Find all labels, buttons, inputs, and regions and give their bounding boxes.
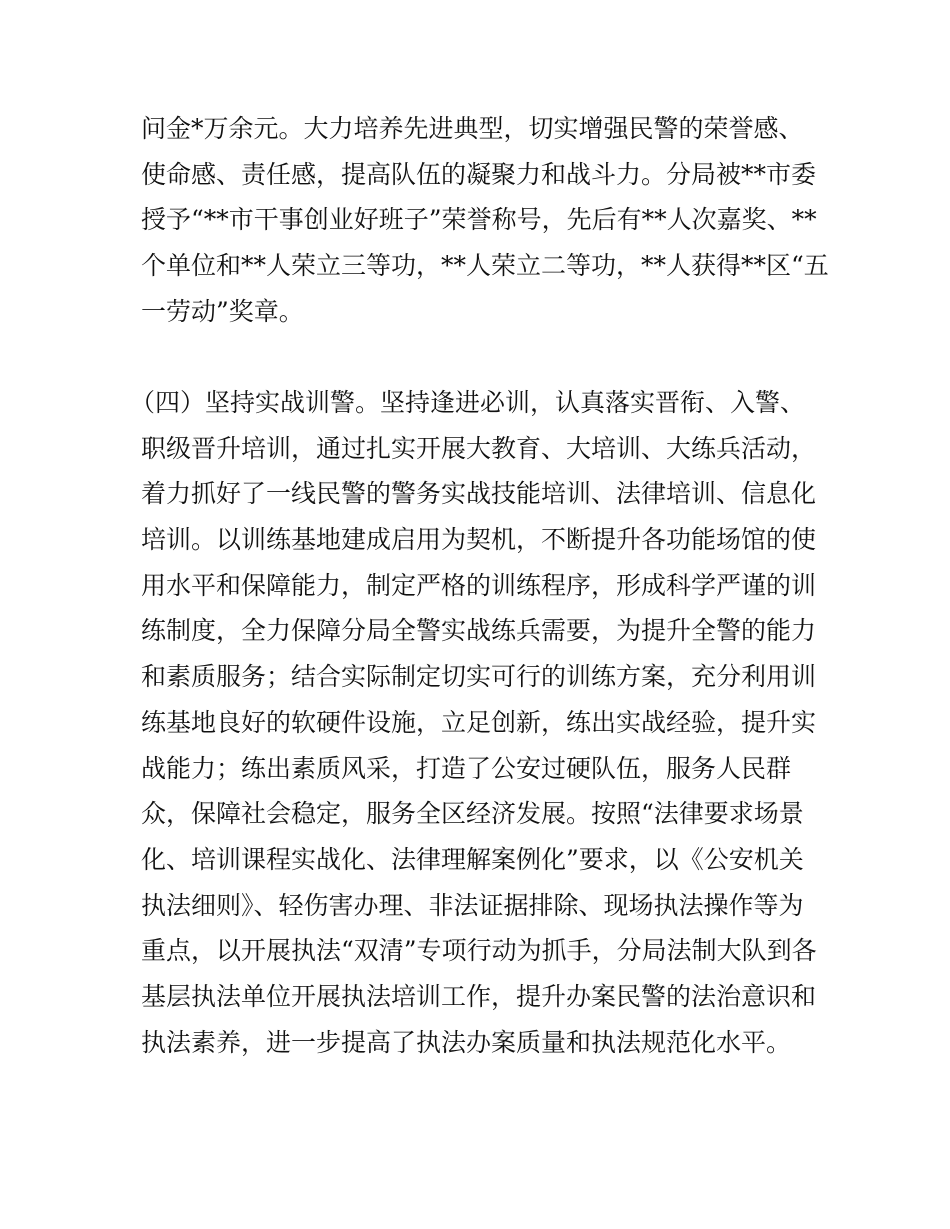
text-line: 重点，以开展执法“双清”专项行动为抓手，分局法制大队到各 xyxy=(141,936,817,966)
text-line: 练基地良好的软硬件设施，立足创新，练出实战经验，提升实 xyxy=(141,707,817,737)
text-line: 用水平和保障能力，制定严格的训练程序，形成科学严谨的训 xyxy=(141,570,817,600)
text-line: 培训。以训练基地建成启用为契机，不断提升各功能场馆的使 xyxy=(141,525,817,555)
paragraph-awards xyxy=(141,106,829,334)
text-line: 着力抓好了一线民警的警务实战技能培训、法律培训、信息化 xyxy=(141,479,817,509)
text-line: 练制度，全力保障分局全警实战练兵需要，为提升全警的能力 xyxy=(141,616,817,646)
text-line: 职级晋升培训，通过扎实开展大教育、大培训、大练兵活动， xyxy=(141,433,817,463)
text-line: 众，保障社会稳定，服务全区经济发展。按照“法律要求场景 xyxy=(141,799,804,829)
text-line: 化、培训课程实战化、法律理解案例化”要求，以《公安机关 xyxy=(141,844,804,874)
text-line: 问金*万余元。大力培养先进典型，切实增强民警的荣誉感、 xyxy=(141,114,804,143)
section-heading-line: （四）坚持实战训警。坚持逢进必训，认真落实晋衔、入警、 xyxy=(130,388,806,417)
text-line: 战能力；练出素质风采，打造了公安过硬队伍，服务人民群 xyxy=(141,753,792,783)
text-line: 一劳动”奖章。 xyxy=(141,296,304,326)
paragraph-training xyxy=(130,380,821,1065)
text-line: 和素质服务；结合实际制定切实可行的训练方案，充分利用训 xyxy=(141,662,817,692)
text-line: 使命感、责任感，提高队伍的凝聚力和战斗力。分局被**市委 xyxy=(141,159,817,189)
text-line: 基层执法单位开展执法培训工作，提升办案民警的法治意识和 xyxy=(141,981,817,1011)
text-line: 执法细则》、轻伤害办理、非法证据排除、现场执法操作等为 xyxy=(141,890,804,920)
text-line: 授予“**市干事创业好班子”荣誉称号，先后有**人次嘉奖、** xyxy=(141,205,817,235)
text-line: 执法素养，进一步提高了执法办案质量和执法规范化水平。 xyxy=(141,1027,792,1057)
text-line: 个单位和**人荣立三等功，**人荣立二等功，**人获得**区“五 xyxy=(141,251,829,281)
